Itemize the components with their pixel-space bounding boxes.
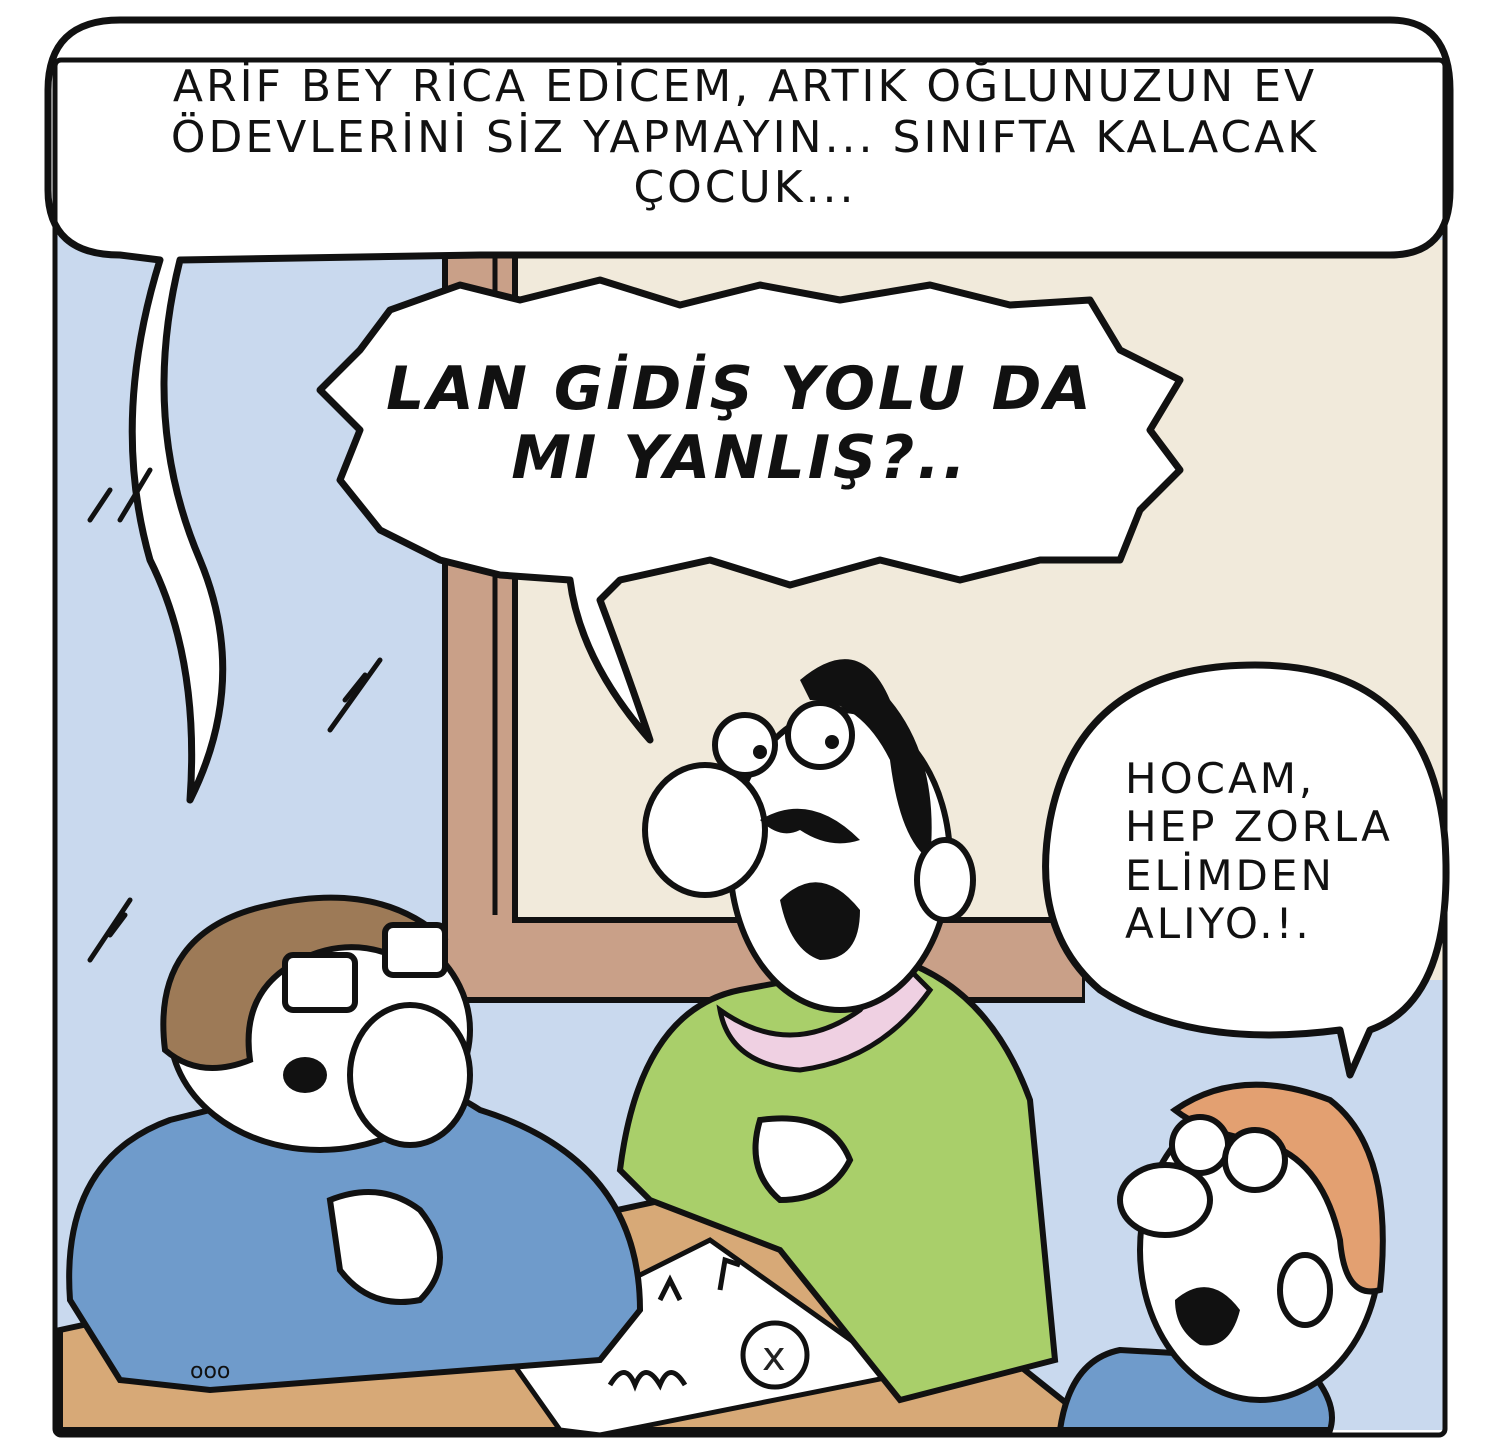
teacher-nose [350, 1005, 470, 1145]
wrong-mark-x: x [762, 1334, 786, 1380]
father-pupil-right [825, 735, 839, 749]
kid-nose [1120, 1165, 1210, 1235]
father-eye-left [715, 715, 775, 775]
teacher-mouth [283, 1057, 327, 1093]
top-bubble-text: ARİF BEY RİCA EDİCEM, ARTIK OĞLUNUZUN EV ÖDEVLERİNİ SİZ YAPMAYIN... SINIFTA KALACAK ÇOCUK... [170, 61, 1320, 214]
teacher-glasses-left [285, 955, 355, 1010]
teacher-button: ooo [190, 1359, 231, 1384]
kid-eye-right [1225, 1130, 1285, 1190]
father-eye-right [788, 703, 852, 767]
middle-bubble-text: LAN GİDİŞ YOLU DA MI YANLIŞ?.. [386, 354, 1094, 493]
teacher-glasses-right [385, 925, 445, 975]
right-bubble-text: HOCAM, HEP ZORLA ELİMDEN ALIYO.!. [1125, 754, 1393, 948]
father-pupil-left [753, 745, 767, 759]
father-ear [917, 840, 973, 920]
father-nose [645, 765, 765, 895]
kid-ear [1280, 1255, 1330, 1325]
